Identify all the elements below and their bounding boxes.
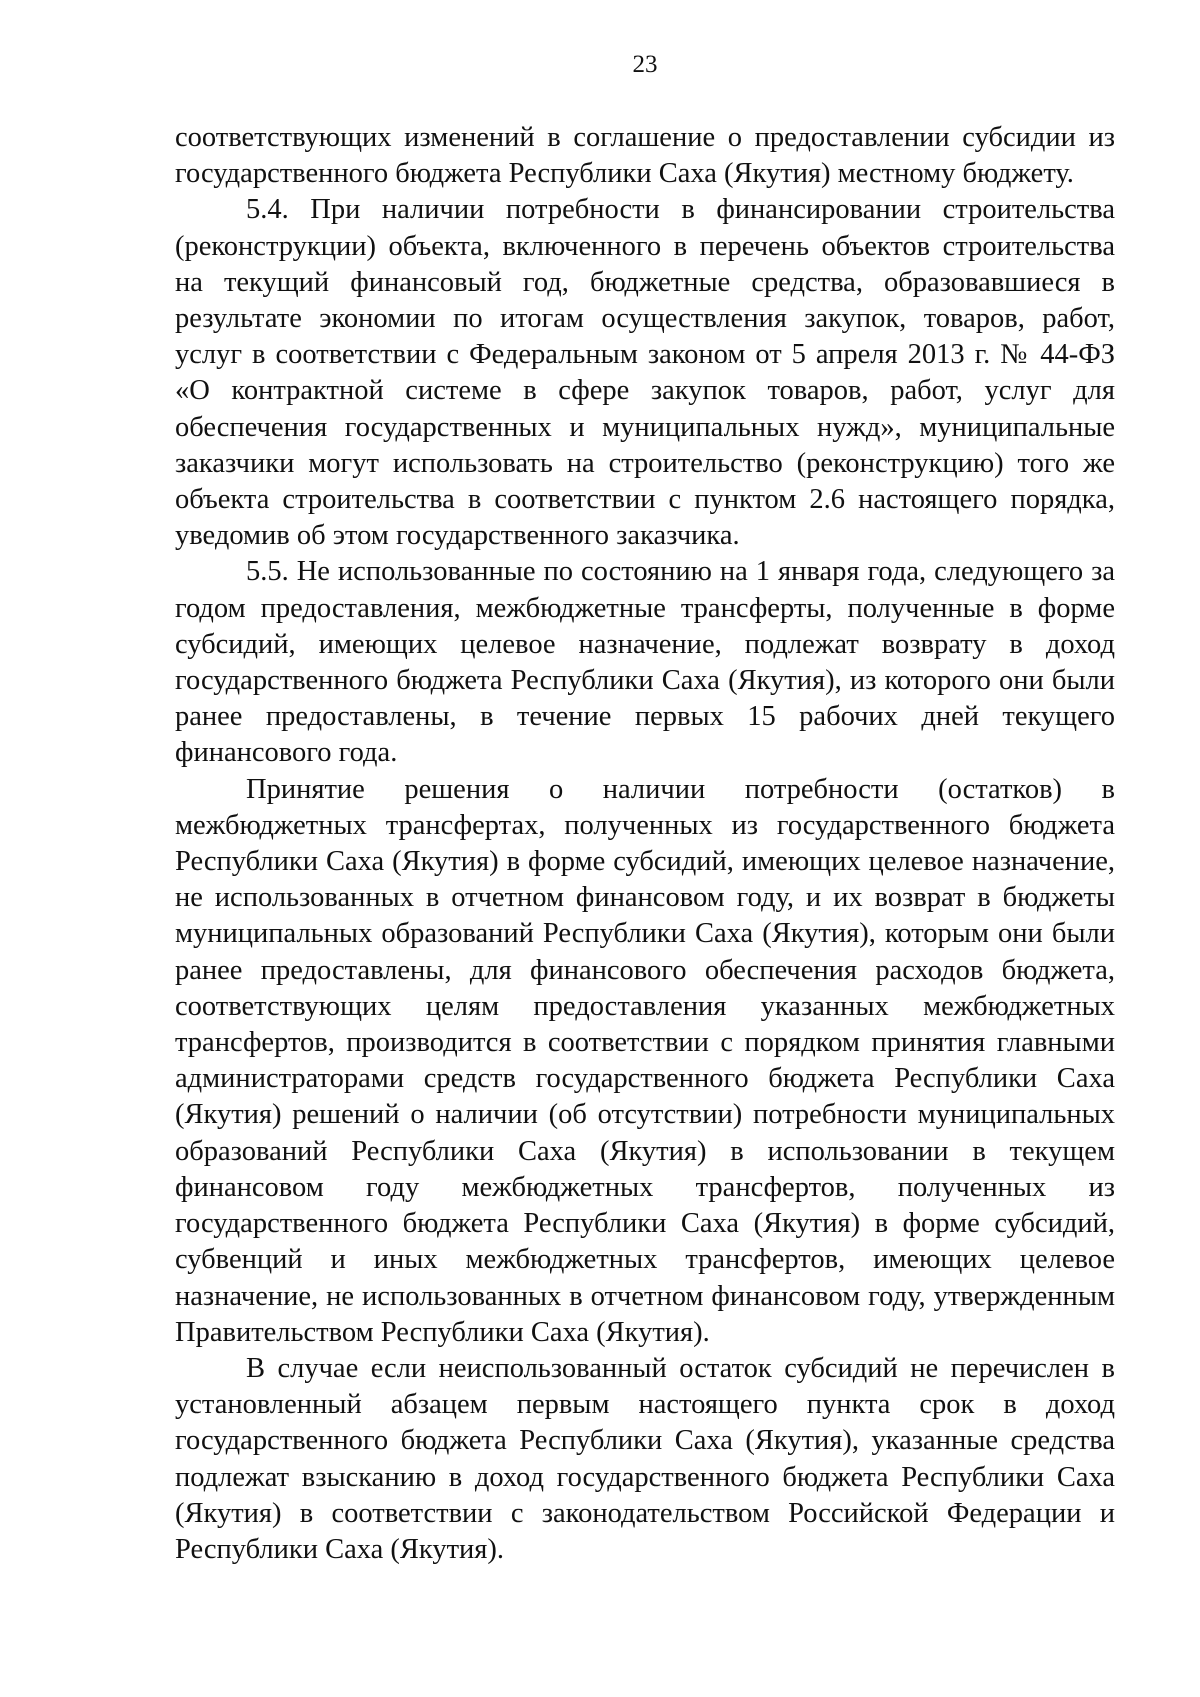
paragraph-recovery: В случае если неиспользованный остаток субсидий не перечислен в установленный абзацем первым настоящего пункта срок в доход государственного бюджета Республики Саха (Якутия), указанные средства подлежат взысканию в доход государственного бюджета Республики Саха (Якутия) в соответствии с законодательством Российской Федерации и Республики Саха (Якутия).	[175, 1352, 1115, 1565]
paragraph-clause-5-5: 5.5. Не использованные по состоянию на 1 января года, следующего за годом предоставления, межбюджетные трансферты, полученные в форме субсидий, имеющих целевое назначение, подлежат возврату в доход государственного бюджета Республики Саха (Якутия), из которого они были ранее предоставлены, в течение первых 15 рабочих дней текущего финансового года.	[175, 556, 1115, 769]
page-number: 23	[632, 51, 658, 78]
paragraph-decision: Принятие решения о наличии потребности (остатков) в межбюджетных трансфертах, полученных из государственного бюджета Республики Саха (Якутия) в форме субсидий, имеющих целевое назначение, не использованных в отчетном финансовом году, и их возврат в бюджеты муниципальных образований Республики Саха (Якутия), которым они были ранее предоставлены, для финансового обеспечения расходов бюджета, соответствующих целям предоставления указанных межбюджетных трансфертов, производится в соответствии с порядком принятия главными администраторами средств государственного бюджета Республики Саха (Якутия) решений о наличии (об отсутствии) потребности муниципальных образований Республики Саха (Якутия) в использовании в текущем финансовом году межбюджетных трансфертов, полученных из государственного бюджета Республики Саха (Якутия) в форме субсидий, субвенций и иных межбюджетных трансфертов, имеющих целевое назначение, не использованных в отчетном финансовом году, утвержденным Правительством Республики Саха (Якутия).	[175, 773, 1115, 1348]
document-body	[175, 120, 1115, 1568]
paragraph-clause-5-4: 5.4. При наличии потребности в финансировании строительства (реконструкции) объекта, включенного в перечень объектов строительства на текущий финансовый год, бюджетные средства, образовавшиеся в результате экономии по итогам осуществления закупок, товаров, работ, услуг в соответствии с Федеральным законом от 5 апреля 2013 г. № 44-ФЗ «О контрактной системе в сфере закупок товаров, работ, услуг для обеспечения государственных и муниципальных нужд», муниципальные заказчики могут использовать на строительство (реконструкцию) того же объекта строительства в соответствии с пунктом 2.6 настоящего порядка, уведомив об этом государственного заказчика.	[175, 194, 1115, 552]
paragraph-continuation: соответствующих изменений в соглашение о предоставлении субсидии из государственного бюджета Республики Саха (Якутия) местному бюджету.	[175, 122, 1115, 190]
